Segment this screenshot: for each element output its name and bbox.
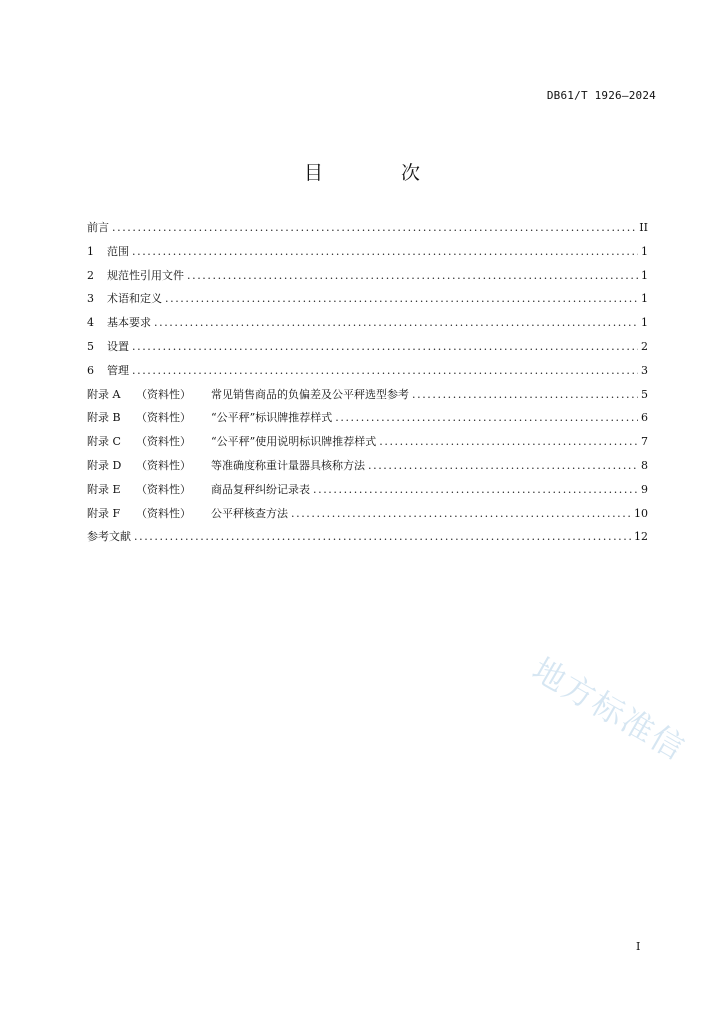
toc-entry-page: 12: [634, 530, 648, 544]
toc-entry-bibliography[interactable]: [87, 525, 648, 549]
toc-entry-text: “公平秤”标识牌推荐样式: [211, 411, 333, 425]
toc-entry-management[interactable]: [87, 359, 648, 383]
toc-entry-normative-references[interactable]: [87, 264, 648, 288]
toc-leader-dots: [165, 287, 638, 311]
toc-appendix-label: 附录 A: [87, 387, 121, 401]
watermark: 地方标准信: [526, 650, 693, 769]
toc-leader-dots: [154, 311, 638, 335]
toc-entry-terms-definitions[interactable]: [87, 287, 648, 311]
toc-leader-dots: [112, 216, 636, 240]
toc-entry-number: 2: [87, 268, 94, 282]
toc-entry-page: 9: [641, 482, 648, 496]
toc-entry-page: 1: [641, 268, 648, 282]
toc-list: [87, 216, 648, 549]
toc-entry-number: 4: [87, 316, 94, 330]
toc-entry-basic-requirements[interactable]: [87, 311, 648, 335]
toc-entry-number: 3: [87, 292, 94, 306]
toc-entry-text: 商品复秤纠纷记录表: [211, 482, 310, 496]
toc-entry-page: II: [639, 221, 648, 234]
toc-entry-page: 2: [641, 339, 648, 353]
toc-entry-text: 等准确度称重计量器具核称方法: [211, 458, 365, 472]
toc-entry-page: 3: [641, 363, 648, 377]
toc-appendix-label: 附录 E: [87, 482, 121, 496]
toc-entry-text: 参考文献: [87, 530, 131, 544]
toc-entry-appendix-e[interactable]: [87, 478, 648, 502]
toc-appendix-kind: （资料性）: [136, 435, 191, 449]
toc-entry-foreword[interactable]: [87, 216, 648, 240]
toc-appendix-kind: （资料性）: [136, 411, 191, 425]
toc-entry-page: 7: [641, 435, 648, 449]
toc-entry-appendix-f[interactable]: [87, 502, 648, 526]
toc-entry-setup[interactable]: [87, 335, 648, 359]
toc-entry-text: 范围: [107, 244, 129, 258]
toc-entry-number: 1: [87, 244, 94, 258]
toc-appendix-kind: （资料性）: [136, 458, 191, 472]
toc-entry-text: 管理: [107, 363, 129, 377]
toc-entry-text: 公平秤核查方法: [211, 506, 288, 520]
page-number: I: [636, 940, 641, 953]
toc-leader-dots: [313, 478, 638, 502]
toc-entry-text: “公平秤”使用说明标识牌推荐样式: [211, 435, 377, 449]
toc-entry-page: 5: [641, 387, 648, 401]
toc-appendix-kind: （资料性）: [136, 387, 191, 401]
toc-appendix-label: 附录 B: [87, 411, 121, 425]
toc-leader-dots: [132, 240, 638, 264]
toc-entry-appendix-b[interactable]: [87, 406, 648, 430]
toc-leader-dots: [291, 502, 631, 526]
toc-leader-dots: [132, 359, 638, 383]
toc-leader-dots: [412, 383, 638, 407]
standard-code: DB61/T 1926—2024: [546, 89, 656, 102]
toc-entry-page: 1: [641, 316, 648, 330]
toc-entry-text: 术语和定义: [107, 292, 162, 306]
toc-leader-dots: [132, 335, 638, 359]
toc-appendix-kind: （资料性）: [136, 482, 191, 496]
toc-leader-dots: [368, 454, 638, 478]
toc-leader-dots: [335, 406, 638, 430]
toc-entry-number: 5: [87, 339, 94, 353]
toc-appendix-label: 附录 D: [87, 458, 122, 472]
toc-entry-page: 8: [641, 458, 648, 472]
toc-entry-page: 1: [641, 292, 648, 306]
toc-entry-scope[interactable]: [87, 240, 648, 264]
toc-leader-dots: [134, 525, 631, 549]
toc-leader-dots: [379, 430, 638, 454]
toc-entry-appendix-c[interactable]: [87, 430, 648, 454]
toc-entry-text: 设置: [107, 339, 129, 353]
toc-entry-page: 1: [641, 244, 648, 258]
toc-appendix-label: 附录 F: [87, 506, 121, 520]
toc-entry-appendix-a[interactable]: [87, 383, 648, 407]
toc-entry-page: 10: [634, 506, 648, 520]
toc-appendix-kind: （资料性）: [136, 506, 191, 520]
toc-entry-text: 基本要求: [107, 316, 151, 330]
toc-entry-page: 6: [641, 411, 648, 425]
toc-entry-text: 常见销售商品的负偏差及公平秤选型参考: [211, 387, 409, 401]
toc-entry-text: 规范性引用文件: [107, 268, 184, 282]
toc-leader-dots: [187, 264, 638, 288]
toc-entry-text: 前言: [87, 221, 109, 234]
toc-entry-number: 6: [87, 363, 94, 377]
toc-title: 目 次: [303, 162, 457, 184]
toc-appendix-label: 附录 C: [87, 435, 121, 449]
toc-entry-appendix-d[interactable]: [87, 454, 648, 478]
